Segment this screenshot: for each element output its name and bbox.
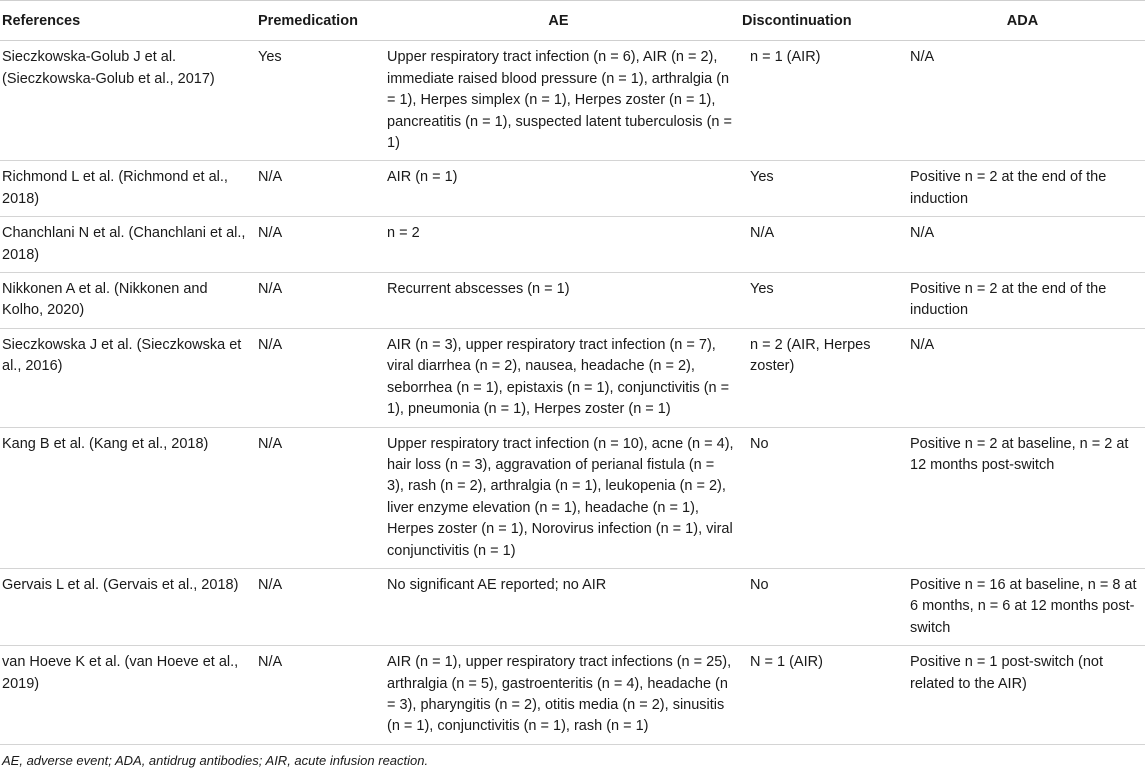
ada-cell: N/A (900, 217, 1145, 273)
header-premedication: Premedication (248, 1, 377, 41)
ada-cell: Positive n = 2 at the end of the induction (900, 273, 1145, 329)
table-body (0, 41, 1145, 744)
table-row (0, 646, 1145, 745)
premedication-cell: N/A (248, 568, 377, 645)
discontinuation-cell: N/A (740, 217, 900, 273)
table-row (0, 217, 1145, 273)
ae-cell: No significant AE reported; no AIR (377, 568, 740, 645)
premedication-cell: N/A (248, 427, 377, 568)
table-row (0, 328, 1145, 427)
ada-cell: Positive n = 2 at baseline, n = 2 at 12 months post-switch (900, 427, 1145, 568)
discontinuation-cell: n = 2 (AIR, Herpes zoster) (740, 328, 900, 427)
discontinuation-cell: No (740, 427, 900, 568)
premedication-cell: N/A (248, 328, 377, 427)
ae-cell: n = 2 (377, 217, 740, 273)
table-row (0, 273, 1145, 329)
discontinuation-cell: Yes (740, 273, 900, 329)
premedication-cell: N/A (248, 217, 377, 273)
reference-cell: Richmond L et al. (Richmond et al., 2018) (0, 161, 248, 217)
ada-cell: Positive n = 16 at baseline, n = 8 at 6 months, n = 6 at 12 months post-switch (900, 568, 1145, 645)
ada-cell: N/A (900, 328, 1145, 427)
ada-cell: N/A (900, 41, 1145, 161)
reference-cell: Sieczkowska J et al. (Sieczkowska et al., 2016) (0, 328, 248, 427)
reference-cell: van Hoeve K et al. (van Hoeve et al., 2019) (0, 646, 248, 745)
ae-cell: AIR (n = 1), upper respiratory tract infections (n = 25), arthralgia (n = 5), gastroenteritis (n = 4), headache (n = 3), pharyngitis (n = 2), otitis media (n = 2), sinusitis (n = 1), conjunctivitis (n = 1), rash (n = 1) (377, 646, 740, 745)
ae-cell: Upper respiratory tract infection (n = 10), acne (n = 4), hair loss (n = 3), aggravation of perianal fistula (n = 3), rash (n = 2), arthralgia (n = 1), leukopenia (n = 2), liver enzyme elevation (n = 1), headache (n = 1), Herpes zoster (n = 1), Norovirus infection (n = 1), viral conjunctivitis (n = 1) (377, 427, 740, 568)
ae-cell: AIR (n = 1) (377, 161, 740, 217)
ada-cell: Positive n = 1 post-switch (not related to the AIR) (900, 646, 1145, 745)
table-row (0, 568, 1145, 645)
ae-cell: AIR (n = 3), upper respiratory tract infection (n = 7), viral diarrhea (n = 2), nausea, headache (n = 2), seborrhea (n = 1), epistaxis (n = 1), conjunctivitis (n = 1), pneumonia (n = 1), Herpes zoster (n = 1) (377, 328, 740, 427)
table-row (0, 427, 1145, 568)
reference-cell: Sieczkowska-Golub J et al. (Sieczkowska-Golub et al., 2017) (0, 41, 248, 161)
ae-cell: Upper respiratory tract infection (n = 6), AIR (n = 2), immediate raised blood pressure (n = 1), arthralgia (n = 1), Herpes simplex (n = 1), Herpes zoster (n = 1), pancreatitis (n = 1), suspected latent tuberculosis (n = 1) (377, 41, 740, 161)
reference-cell: Gervais L et al. (Gervais et al., 2018) (0, 568, 248, 645)
ae-cell: Recurrent abscesses (n = 1) (377, 273, 740, 329)
table-row (0, 161, 1145, 217)
header-discontinuation: Discontinuation (740, 1, 900, 41)
discontinuation-cell: No (740, 568, 900, 645)
ada-cell: Positive n = 2 at the end of the induction (900, 161, 1145, 217)
header-ae: AE (377, 1, 740, 41)
reference-cell: Kang B et al. (Kang et al., 2018) (0, 427, 248, 568)
discontinuation-cell: n = 1 (AIR) (740, 41, 900, 161)
table-row (0, 41, 1145, 161)
header-row (0, 1, 1145, 41)
table-footnote: AE, adverse event; ADA, antidrug antibodies; AIR, acute infusion reaction. (2, 752, 429, 768)
reference-cell: Chanchlani N et al. (Chanchlani et al., 2018) (0, 217, 248, 273)
header-references: References (0, 1, 248, 41)
discontinuation-cell: Yes (740, 161, 900, 217)
table-header (0, 1, 1145, 41)
premedication-cell: Yes (248, 41, 377, 161)
premedication-cell: N/A (248, 646, 377, 745)
premedication-cell: N/A (248, 161, 377, 217)
premedication-cell: N/A (248, 273, 377, 329)
reference-cell: Nikkonen A et al. (Nikkonen and Kolho, 2020) (0, 273, 248, 329)
discontinuation-cell: N = 1 (AIR) (740, 646, 900, 745)
header-ada: ADA (900, 1, 1145, 41)
